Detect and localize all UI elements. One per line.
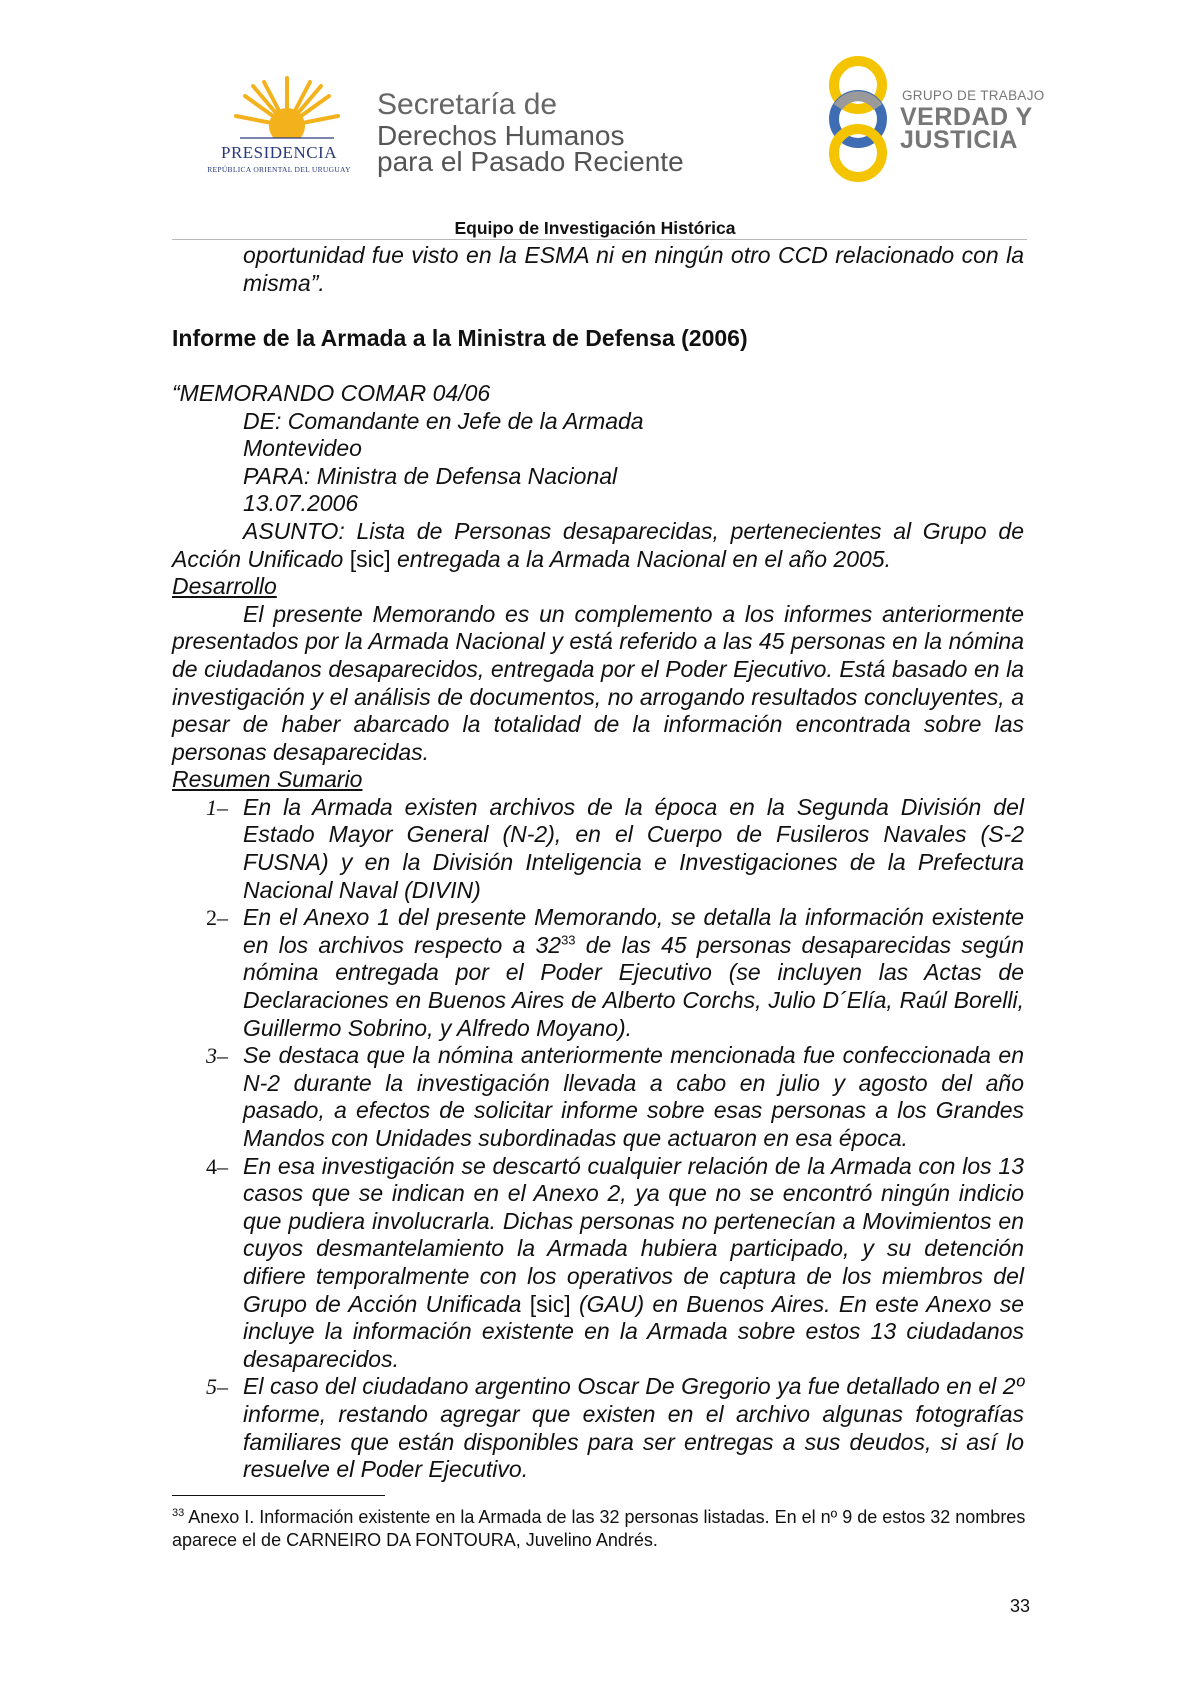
list-item-number: 5– [206, 1374, 228, 1400]
memo-subject-text-b: entregada a la Armada Nacional en el año 2005. [390, 545, 891, 572]
resumen-label: Resumen Sumario [172, 766, 363, 793]
list-item-text-a: En esa investigación se descartó cualquier relación de la Armada con los 13 casos que se indican en el Anexo 2, ya que no se encontró ningún indicio que pudiera involucrarla. Dichas personas no pertenecían a Movimientos en cuyos desmantelamiento la Armada hubiera participado, y su detención difiere temporalmente con los operativos de captura de los miembros del Grupo de Acción Unificada [243, 1152, 1024, 1317]
memo-to: PARA: Ministra de Defensa Nacional [243, 462, 618, 489]
presidencia-subtitle: REPÚBLICA ORIENTAL DEL URUGUAY [207, 165, 351, 174]
memo-city: Montevideo [243, 435, 362, 462]
list-item-number: 2– [206, 905, 228, 931]
list-item [172, 794, 1024, 904]
list-item-text: En la Armada existen archivos de la época en la Segunda División del Estado Mayor General (N-2), en el Cuerpo de Fusileros Navales (S-2 FUSNA) y en la División Inteligencia e Investigaciones de la Prefectura Nacional Naval (DIVIN) [243, 793, 1024, 903]
sic-marker: [sic] [529, 1290, 571, 1317]
verdad-y-label: VERDAD Y [900, 103, 1033, 131]
team-title: Equipo de Investigación Histórica [454, 218, 736, 238]
list-item-text-a: En el Anexo 1 del presente Memorando, se detalla la información existente en los archivos respecto a 32 [243, 904, 1024, 958]
memo-title: “MEMORANDO COMAR 04/06 [172, 379, 491, 406]
desarrollo-paragraph: El presente Memorando es un complemento a los informes anteriormente presentados por la Armada Nacional y está referido a las 45 personas en la nómina de ciudadanos desaparecidos, entregada por el Poder Ejecutivo. Está basado en la investigación y el análisis de documentos, no arrogando resultados concluyentes, a pesar de haber abarcado la totalidad de la información encontrada sobre las personas desaparecidas. [172, 600, 1024, 765]
page-header [0, 0, 1190, 240]
list-item-text: Se destaca que la nómina anteriormente mencionada fue confeccionada en N-2 durante la investigación llevada a cabo en julio y agosto del año pasado, a efectos de solicitar informe sobre esas personas a los Grandes Mandos con Unidades subordinadas que actuaron en esa época. [243, 1042, 1024, 1151]
resumen-list [172, 794, 1024, 1484]
list-item [172, 1153, 1024, 1374]
list-item-text-b: de las 45 personas desaparecidas según nómina entregada por el Poder Ejecutivo (se incluyen las Actas de Declaraciones en Buenos Aires de Alberto Corchs, Julio D´Elía, Raúl Borelli, Guillermo Sobrino, y Alfredo Moyano). [243, 931, 1024, 1041]
list-item-number: 1– [206, 794, 228, 820]
secretaria-line-3: para el Pasado Reciente [377, 146, 684, 177]
document-body [172, 242, 1024, 1484]
memo-subject-text-a: ASUNTO: Lista de Personas desaparecidas, pertenecientes al Grupo de Acción Unificado [172, 517, 1024, 572]
footnote-rule [172, 1495, 385, 1496]
list-item [172, 1373, 1024, 1483]
footnote-marker: 33 [172, 1507, 185, 1519]
list-item-number: 3– [206, 1043, 228, 1069]
header-rule [172, 239, 1027, 240]
list-item-text: El caso del ciudadano argentino Oscar De Gregorio ya fue detallado en el 2º informe, restando agregar que existen en el archivo algunas fotografías familiares que están disponibles para ser entregas a sus deudos, si así lo resuelve el Poder Ejecutivo. [243, 1373, 1024, 1483]
sic-marker: [sic] [349, 545, 391, 572]
list-item-number: 4– [206, 1153, 228, 1179]
list-item [172, 1042, 1024, 1152]
footnote [172, 1506, 1027, 1552]
continuation-paragraph: oportunidad fue visto en la ESMA ni en ningún otro CCD relacionado con la misma”. [243, 242, 1024, 296]
grupo-de-trabajo-label: GRUPO DE TRABAJO [902, 88, 1045, 103]
list-item-text-b: (GAU) en Buenos Aires. En este Anexo se incluye la información existente en la Armada sobre estos 13 ciudadanos desaparecidos. [243, 1290, 1024, 1372]
justicia-label: JUSTICIA [900, 126, 1018, 154]
section-heading: Informe de la Armada a la Ministra de Defensa (2006) [172, 324, 748, 351]
page-number: 33 [1009, 1596, 1030, 1616]
secretaria-line-2: Derechos Humanos [377, 120, 625, 151]
footnote-text: Anexo I. Información existente en la Armada de las 32 personas listadas. En el nº 9 de estos 32 nombres aparece el de CARNEIRO DA FONTOURA, Juvelino Andrés. [172, 1507, 1026, 1550]
secretaria-line-1: Secretaría de [377, 88, 558, 121]
sun-emblem-icon [232, 74, 342, 154]
presidencia-name: PRESIDENCIA [220, 143, 337, 162]
memo-date: 13.07.2006 [243, 490, 359, 517]
footnote-reference[interactable]: 33 [561, 932, 576, 948]
desarrollo-label: Desarrollo [172, 573, 277, 600]
list-item [172, 904, 1024, 1042]
linked-rings-logo-icon [818, 55, 898, 183]
memo-subject [172, 518, 1024, 573]
memo-from: DE: Comandante en Jefe de la Armada [243, 407, 644, 434]
